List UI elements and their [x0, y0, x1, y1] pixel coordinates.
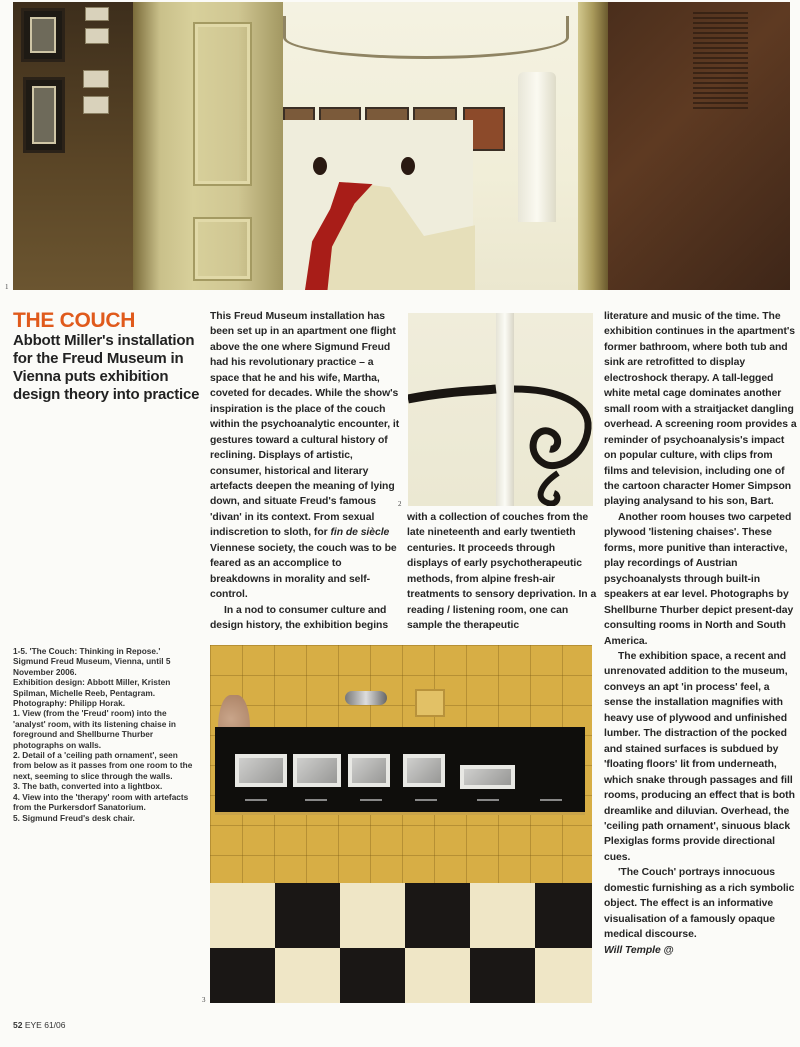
- wall-plaque: [83, 96, 109, 114]
- door-panel: [193, 22, 252, 186]
- byline-line: [604, 943, 797, 958]
- body-text-italic: fin de siècle: [330, 527, 390, 539]
- lightbox-photo: [403, 754, 445, 787]
- wall-frame: [23, 77, 65, 153]
- soap-dish: [415, 689, 445, 717]
- body-column-2: [407, 510, 597, 634]
- lightbox-label: [245, 799, 267, 801]
- wall-frame: [21, 8, 65, 62]
- lightbox-photo: [235, 754, 287, 787]
- lightbox-label: [415, 799, 437, 801]
- caption-line: 5. Sigmund Freud's desk chair.: [13, 812, 135, 823]
- lightbox-label: [360, 799, 382, 801]
- body-paragraph: In a nod to consumer culture and design history, the exhibition begins: [210, 604, 389, 632]
- body-paragraph: [210, 309, 400, 603]
- door-frame-right: [578, 2, 608, 290]
- figure-number-1: 1: [5, 283, 9, 291]
- body-paragraph: Another room houses two carpeted plywood 'listening chaises'. These forms, more punitive than interactive, play recordings of Austrian psychoanalysts through built-in speakers at ear level. Photographs by Shellburne Thurber depict present-day consulting rooms in North and South America.: [604, 511, 794, 647]
- wall-plaque: [83, 70, 109, 88]
- article-standfirst: Abbott Miller's installation for the Freud Museum in Vienna puts exhibition design theory into practice: [13, 332, 200, 403]
- figure-number-2: 2: [398, 500, 402, 508]
- bath-lightbox: [215, 727, 585, 815]
- ceiling-path-ornament: [283, 16, 569, 59]
- caption-line: 1. View (from the 'Freud' room) into the 'analyst' room, with its listening chaise in foreground and Shellburne Thurber photographs on walls.: [13, 708, 177, 750]
- body-paragraph: The exhibition space, a recent and unrenovated addition to the museum, conveys an apt 'in process' feel, a sense the installation magnifies with heavy use of plywood and unfinished lumber. The distraction of the pocked and stained surfaces is subdued by 'floating floors' lit from underneath, which snake through passages and fill rooms, producing an effect that is both dreamlike and diluvian. Overhead, the 'ceiling path ornament', sinuous black Plexiglas forms provide directional cues.: [604, 650, 795, 863]
- caption-line: 4. View into the 'therapy' room with artefacts from the Purkersdorf Sanatorium.: [13, 791, 189, 813]
- speaker-hole: [313, 157, 327, 175]
- tiled-stove: [518, 72, 556, 222]
- body-paragraph: with a collection of couches from the late nineteenth and early twentieth centuries. It proceeds through displays of early psychotherapeutic methods, from alpine fresh-air treatments to sensory deprivation. In a reading / listening room, one can sample the therapeutic: [407, 512, 597, 632]
- ceiling-ornament-shape: [408, 313, 593, 506]
- figure-number-3: 3: [202, 996, 206, 1004]
- open-door: [133, 2, 283, 290]
- caption-line: 2. Detail of a 'ceiling path ornament', seen from below as it passes from one room to the next, seeming to slice through the walls.: [13, 750, 193, 781]
- lightbox-label: [477, 799, 499, 801]
- caption-line: 1-5. 'The Couch: Thinking in Repose.' Sigmund Freud Museum, Vienna, until 5 November 2006.: [13, 646, 171, 677]
- page-folio: [13, 1020, 65, 1030]
- photo-installation-view: [13, 2, 790, 290]
- patterned-wall: [13, 2, 133, 290]
- body-paragraph: 'The Couch' portrays innocuous domestic furnishing as a rich symbolic object. The effect is an informative visualisation of a famously opaque medical discourse.: [604, 867, 795, 941]
- analyst-room: [283, 2, 583, 290]
- wall-text: [693, 12, 748, 112]
- lightbox-label: [540, 799, 562, 801]
- wall-plaque: [85, 7, 109, 21]
- caption-line: Exhibition design: Abbott Miller, Kristen Spilman, Michelle Reeb, Pentagram.: [13, 677, 171, 698]
- caption-line: 3. The bath, converted into a lightbox.: [13, 781, 163, 792]
- body-text: This Freud Museum installation has been set up in an apartment one flight above the one where Sigmund Freud had his revolutionary practice – a space that he and his wife, Martha, coveted for decades. While the show's inspiration is the place of the couch within the psychoanalytic encounter, it gestures toward a cultural history of reclining. Displays of artistic, consumer, historical and literary artefacts deepen the meaning of lying down, and situate Freud's famous 'divan' in its context. From sexual indiscretion to sloth, for: [210, 311, 400, 539]
- magazine-issue: EYE 61/06: [24, 1020, 66, 1030]
- body-column-1: [210, 309, 400, 634]
- photo-ceiling-ornament: [408, 313, 593, 506]
- photo-caption: [13, 646, 198, 823]
- wall-plaque: [85, 28, 109, 44]
- lightbox-label: [305, 799, 327, 801]
- bath-tap: [345, 691, 387, 705]
- speaker-hole: [401, 157, 415, 175]
- caption-line: Photography: Philipp Horak.: [13, 698, 126, 709]
- page-number: 52: [13, 1020, 23, 1030]
- lightbox-photo: [293, 754, 341, 787]
- byline: Will Temple: [604, 944, 661, 956]
- body-column-3: [604, 309, 797, 958]
- body-text: Viennese society, the couch was to be feared as an accomplice to breakdowns in morality and self-control.: [210, 542, 397, 601]
- lightbox-photo: [348, 754, 390, 787]
- door-panel: [193, 217, 252, 281]
- body-paragraph: literature and music of the time. The exhibition continues in the apartment's former bathroom, where both tub and sink are retrofitted to display electroshock therapy. A tall-legged white metal cage dominates another small room with a straitjacket dangling overhead. A screening room provides a reminder of psychoanalysis's impact on popular culture, with clips from films and television, including one of the cartoon character Homer Simpson playing analysand to his son, Bart.: [604, 311, 797, 508]
- article-headline: THE COUCH: [13, 309, 136, 332]
- checkered-floor: [210, 883, 592, 1003]
- end-mark-icon: @: [663, 944, 674, 956]
- dark-wall: [608, 2, 790, 290]
- lightbox-photo: [460, 765, 515, 789]
- photo-bath-lightbox: [210, 645, 592, 1003]
